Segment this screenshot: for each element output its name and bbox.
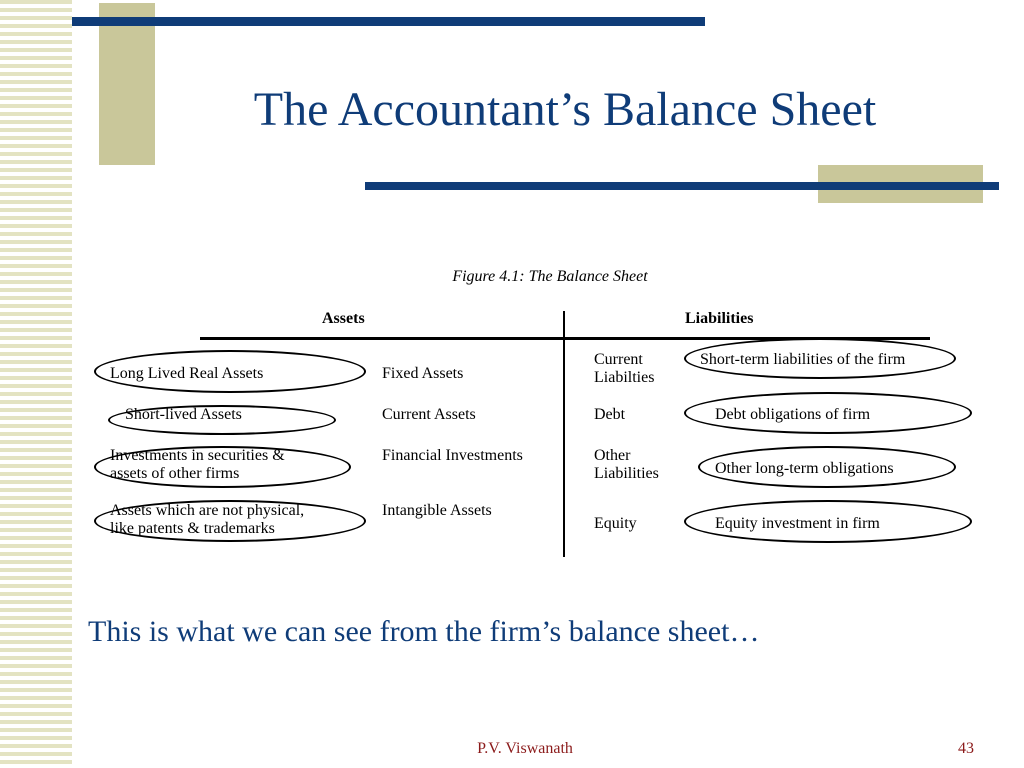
- top-navy-bar: [72, 17, 705, 26]
- asset-description: Assets which are not physical, like patents & trademarks: [110, 502, 305, 537]
- liability-description: Equity investment in firm: [715, 515, 880, 532]
- footer-author: P.V. Viswanath: [477, 740, 573, 757]
- liability-category: Equity: [594, 515, 637, 532]
- liability-category: Other Liabilities: [594, 447, 659, 482]
- figure-caption: Figure 4.1: The Balance Sheet: [452, 268, 648, 285]
- asset-description: Long Lived Real Assets: [110, 365, 264, 382]
- slide-subtitle: This is what we can see from the firm’s balance sheet…: [88, 615, 760, 648]
- liability-description: Debt obligations of firm: [715, 406, 871, 423]
- asset-category: Fixed Assets: [382, 365, 464, 382]
- liability-description: Other long-term obligations: [715, 460, 894, 477]
- asset-description: Investments in securities & assets of other firms: [110, 447, 285, 482]
- asset-category: Current Assets: [382, 406, 476, 423]
- liability-category: Debt: [594, 406, 626, 423]
- asset-description: Short-lived Assets: [125, 406, 242, 423]
- asset-category: Financial Investments: [382, 447, 523, 464]
- liability-description: Short-term liabilities of the firm: [700, 351, 906, 368]
- balance-sheet-vertical-rule: [563, 311, 565, 557]
- left-stripe-decoration: [0, 0, 72, 768]
- assets-header: Assets: [322, 310, 365, 327]
- slide-title: The Accountant’s Balance Sheet: [253, 83, 877, 136]
- mid-navy-bar: [365, 182, 999, 190]
- asset-category: Intangible Assets: [382, 502, 492, 519]
- top-olive-block: [99, 3, 155, 165]
- liability-category: Current Liabilties: [594, 351, 655, 386]
- liabilities-header: Liabilities: [685, 310, 754, 327]
- page-number: 43: [958, 740, 974, 757]
